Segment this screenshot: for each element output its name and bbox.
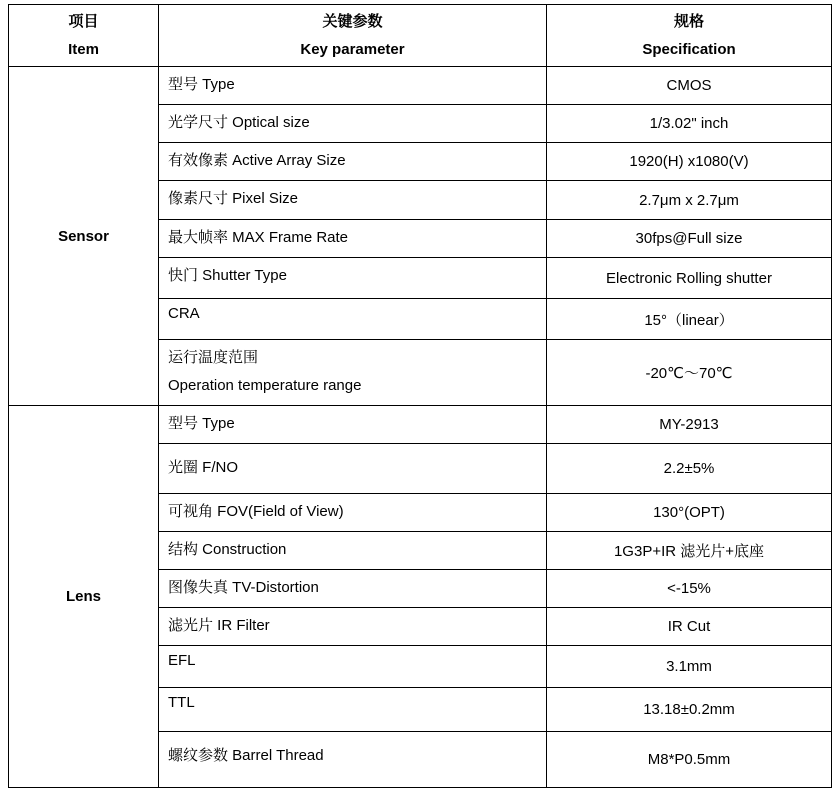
header-param-cn: 关键参数 xyxy=(322,12,383,30)
param-cell: CRA xyxy=(159,299,547,340)
param-cell: 型号 Type xyxy=(159,67,547,105)
param-cell: 光学尺寸 Optical size xyxy=(159,105,547,143)
spec-cell: 2.2±5% xyxy=(547,444,832,494)
param-cell xyxy=(159,340,547,406)
spec-cell: Electronic Rolling shutter xyxy=(547,258,832,299)
spec-cell: 13.18±0.2mm xyxy=(547,688,832,732)
param-cell: 滤光片 IR Filter xyxy=(159,608,547,646)
param-cell: 有效像素 Active Array Size xyxy=(159,143,547,181)
header-spec xyxy=(547,5,832,67)
spec-cell: 1/3.02" inch xyxy=(547,105,832,143)
param-cell: 最大帧率 MAX Frame Rate xyxy=(159,220,547,258)
header-spec-en: Specification xyxy=(642,40,736,58)
group-sensor: Sensor xyxy=(9,67,159,406)
param-cell: 快门 Shutter Type xyxy=(159,258,547,299)
param-cell: 型号 Type xyxy=(159,406,547,444)
param-cell: 光圈 F/NO xyxy=(159,444,547,494)
spec-cell: 2.7μm x 2.7μm xyxy=(547,181,832,220)
spec-cell: 130°(OPT) xyxy=(547,494,832,532)
spec-cell: 15°（linear） xyxy=(547,299,832,340)
spec-cell: IR Cut xyxy=(547,608,832,646)
param-cell: 结构 Construction xyxy=(159,532,547,570)
param-cell: 螺纹参数 Barrel Thread xyxy=(159,732,547,788)
header-row xyxy=(9,5,832,67)
spec-cell: M8*P0.5mm xyxy=(547,732,832,788)
param-cell: 可视角 FOV(Field of View) xyxy=(159,494,547,532)
spec-cell: 1G3P+IR 滤光片+底座 xyxy=(547,532,832,570)
header-item xyxy=(9,5,159,67)
spec-cell: <-15% xyxy=(547,570,832,608)
param-cell: EFL xyxy=(159,646,547,688)
param-line-cn: 运行温度范围 xyxy=(168,349,259,366)
header-param xyxy=(159,5,547,67)
header-spec-cn: 规格 xyxy=(673,12,704,30)
param-cell: 像素尺寸 Pixel Size xyxy=(159,181,547,220)
table-row xyxy=(9,67,832,105)
group-lens: Lens xyxy=(9,406,159,788)
header-param-en: Key parameter xyxy=(300,40,405,58)
param-cell: 图像失真 TV-Distortion xyxy=(159,570,547,608)
spec-cell: 30fps@Full size xyxy=(547,220,832,258)
param-line-en: Operation temperature range xyxy=(168,377,362,394)
spec-cell: 3.1mm xyxy=(547,646,832,688)
spec-table xyxy=(8,4,832,788)
spec-cell: CMOS xyxy=(547,67,832,105)
table-row xyxy=(9,406,832,444)
spec-cell: MY-2913 xyxy=(547,406,832,444)
param-cell: TTL xyxy=(159,688,547,732)
header-item-cn: 项目 xyxy=(68,12,99,30)
header-item-en: Item xyxy=(68,40,99,58)
spec-cell: 1920(H) x1080(V) xyxy=(547,143,832,181)
spec-cell: -20℃～70℃ xyxy=(547,340,832,406)
